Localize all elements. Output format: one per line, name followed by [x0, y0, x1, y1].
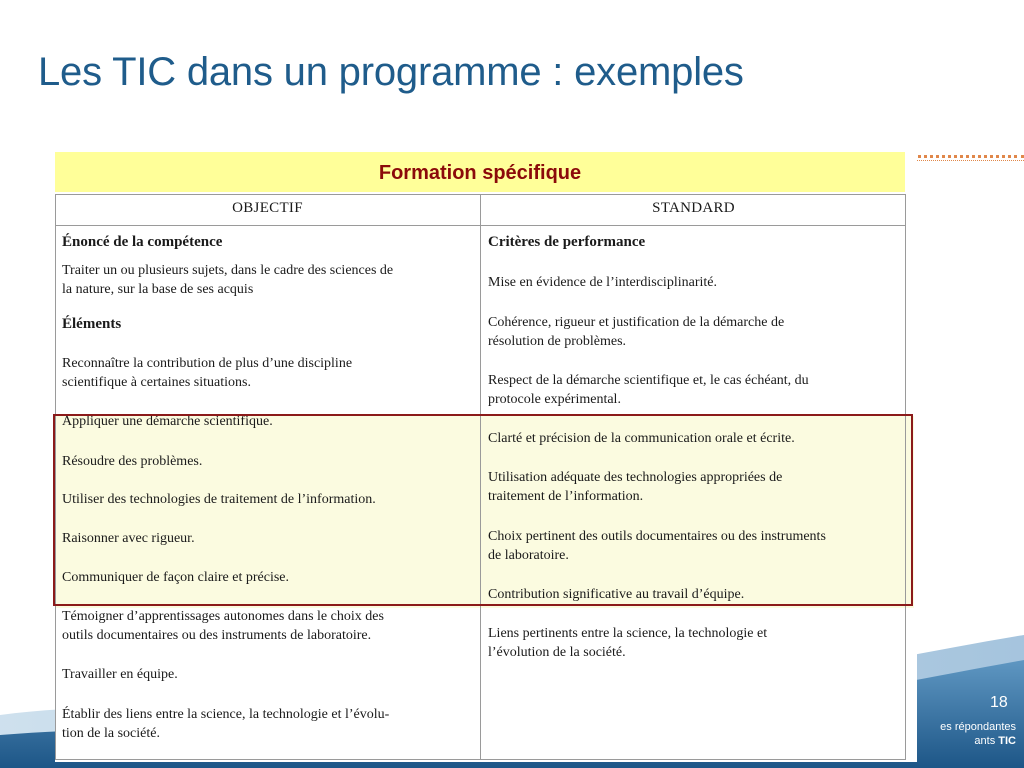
critere-item: l’évolution de la société. — [488, 645, 626, 660]
element-item: tion de la société. — [62, 726, 160, 741]
element-item: Utiliser des technologies de traitement de l’information. — [62, 492, 376, 507]
footer-text: es répondantes — [940, 721, 1016, 733]
critere-item: résolution de problèmes. — [488, 334, 627, 349]
critere-item: protocole expérimental. — [488, 392, 621, 407]
element-item: Travailler en équipe. — [62, 667, 178, 682]
critere-item: Mise en évidence de l’interdisciplinarité. — [488, 275, 717, 290]
page-number: 18 — [990, 694, 1008, 711]
slide-title: Les TIC dans un programme : exemples — [38, 50, 744, 94]
critere-item: Liens pertinents entre la science, la technologie et — [488, 626, 768, 641]
critere-item: Clarté et précision de la communication orale et écrite. — [488, 431, 795, 446]
footer-text-bold: TIC — [998, 735, 1016, 747]
element-item: Résoudre des problèmes. — [62, 454, 203, 469]
element-item: Témoigner d’apprentissages autonomes dans le choix des — [62, 609, 384, 624]
element-item: Appliquer une démarche scientifique. — [62, 414, 273, 429]
competence-text: Traiter un ou plusieurs sujets, dans le cadre des sciences de — [62, 263, 394, 278]
critere-item: Cohérence, rigueur et justification de la démarche de — [488, 315, 785, 330]
competence-text: la nature, sur la base de ses acquis — [62, 282, 254, 297]
competency-table-image — [55, 152, 917, 762]
column-header-objectif: OBJECTIF — [232, 200, 303, 216]
critere-item: traitement de l’information. — [488, 489, 644, 504]
critere-item: Respect de la démarche scientifique et, le cas échéant, du — [488, 373, 809, 388]
element-item: Établir des liens entre la science, la technologie et l’évolu- — [62, 707, 390, 722]
critere-item: de laboratoire. — [488, 548, 569, 563]
highlight-frame — [53, 414, 913, 606]
column-header-standard: STANDARD — [652, 200, 735, 216]
element-item: outils documentaires ou des instruments de laboratoire. — [62, 628, 372, 643]
critere-item: Contribution significative au travail d’équipe. — [488, 587, 745, 602]
table-banner: Formation spécifique — [55, 152, 905, 192]
footer-text-prefix: ants — [974, 735, 999, 747]
decorative-dotted-line — [905, 155, 1024, 158]
element-item: Communiquer de façon claire et précise. — [62, 570, 290, 585]
critere-item: Choix pertinent des outils documentaires ou des instruments — [488, 529, 826, 544]
element-item: Raisonner avec rigueur. — [62, 531, 195, 546]
footer-text — [974, 735, 1016, 747]
decorative-dotted-line — [905, 160, 1024, 161]
element-item: Reconnaître la contribution de plus d’une discipline — [62, 356, 353, 371]
critere-item: Utilisation adéquate des technologies appropriées de — [488, 470, 783, 485]
header-divider — [55, 225, 906, 226]
element-item: scientifique à certaines situations. — [62, 375, 251, 390]
elements-heading: Éléments — [62, 316, 122, 332]
criteres-heading: Critères de performance — [488, 234, 646, 250]
competence-heading: Énoncé de la compétence — [62, 234, 223, 250]
